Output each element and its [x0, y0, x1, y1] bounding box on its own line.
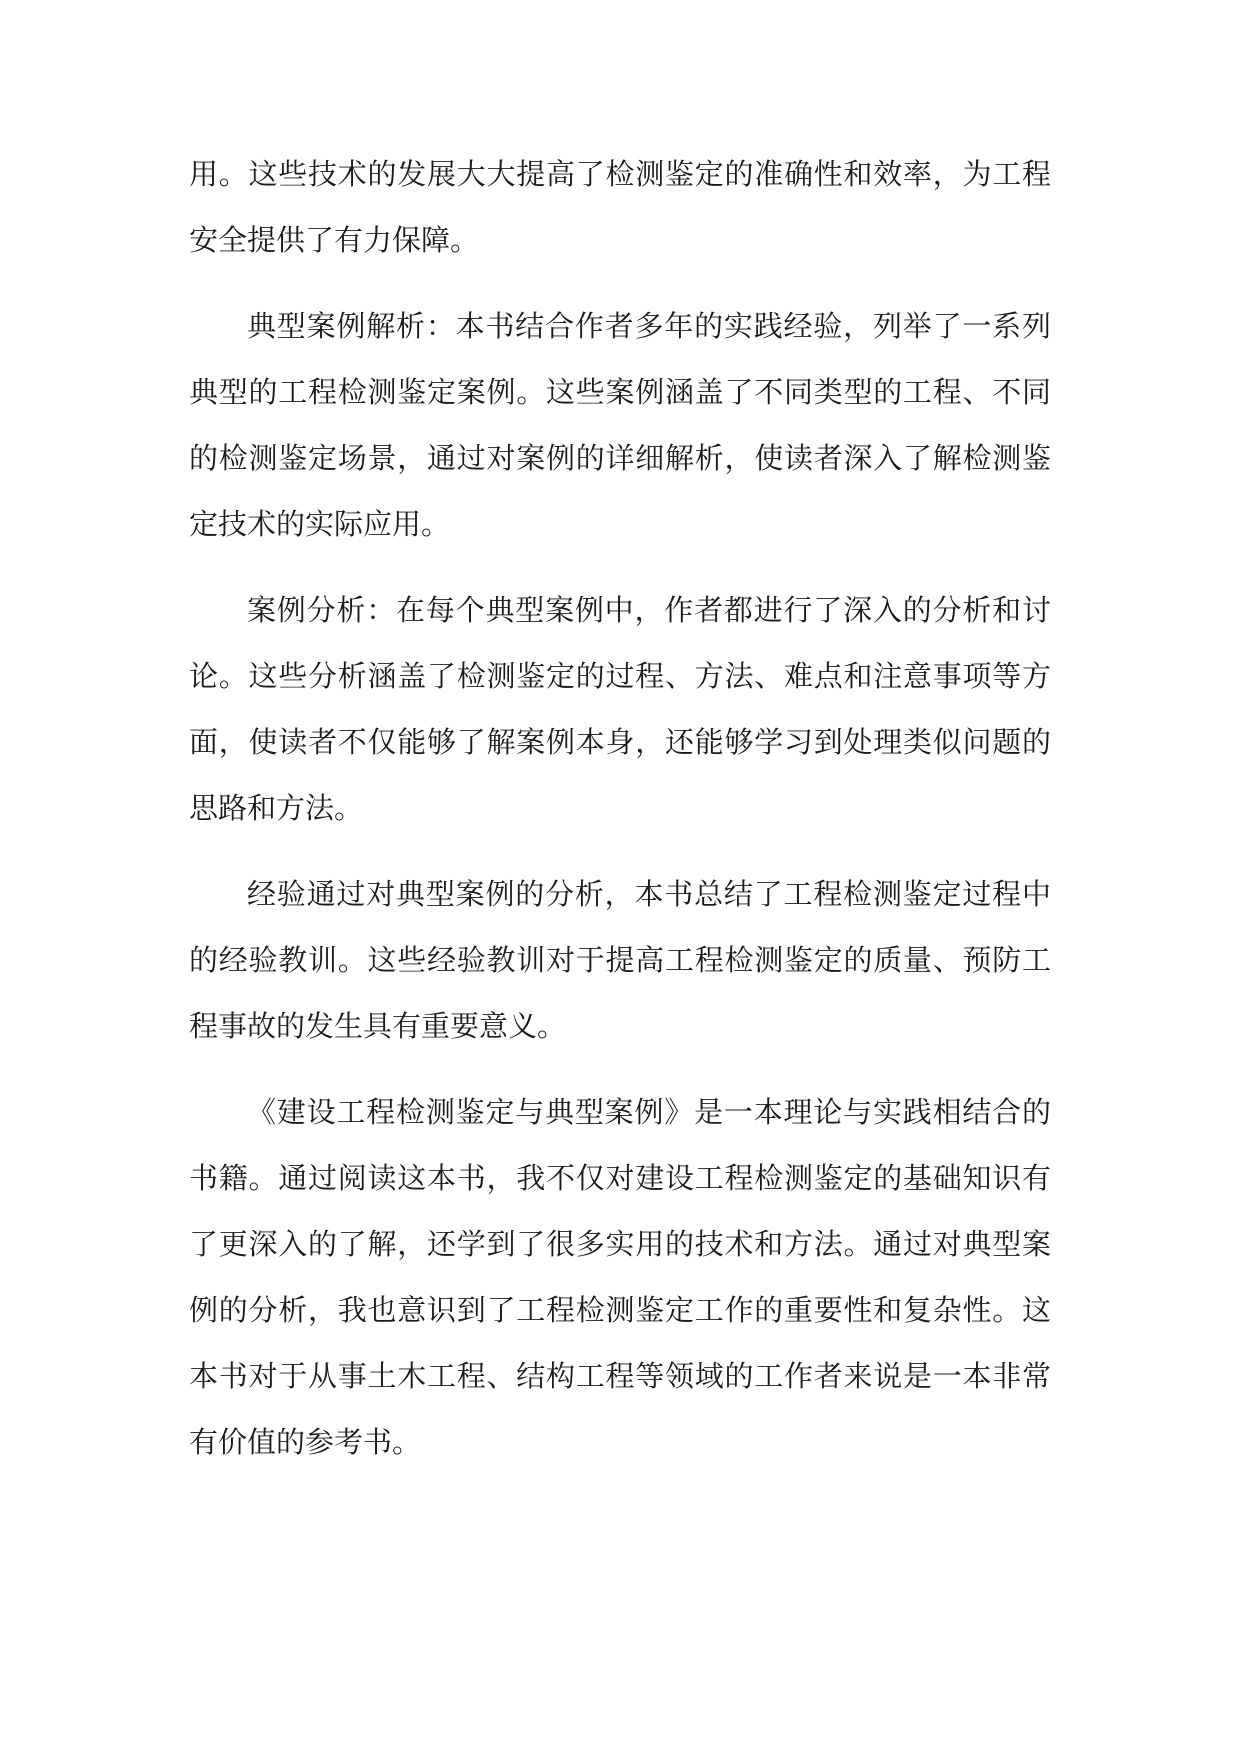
paragraph-2: 典型案例解析：本书结合作者多年的实践经验，列举了一系列典型的工程检测鉴定案例。这些案例涵盖了不同类型的工程、不同的检测鉴定场景，通过对案例的详细解析，使读者深入了解检测鉴定技术的实际应用。 [189, 309, 1051, 541]
paragraph-4: 经验通过对典型案例的分析，本书总结了工程检测鉴定过程中的经验教训。这些经验教训对于提高工程检测鉴定的质量、预防工程事故的发生具有重要意义。 [189, 877, 1051, 1043]
paragraph-3: 案例分析：在每个典型案例中，作者都进行了深入的分析和讨论。这些分析涵盖了检测鉴定的过程、方法、难点和注意事项等方面，使读者不仅能够了解案例本身，还能够学习到处理类似问题的思路和方法。 [189, 593, 1051, 825]
paragraph-1: 用。这些技术的发展大大提高了检测鉴定的准确性和效率，为工程安全提供了有力保障。 [189, 157, 1051, 257]
document-body [189, 141, 1051, 1495]
paragraph-5: 《建设工程检测鉴定与典型案例》是一本理论与实践相结合的书籍。通过阅读这本书，我不仅对建设工程检测鉴定的基础知识有了更深入的了解，还学到了很多实用的技术和方法。通过对典型案例的分析，我也意识到了工程检测鉴定工作的重要性和复杂性。这本书对于从事土木工程、结构工程等领域的工作者来说是一本非常有价值的参考书。 [189, 1095, 1051, 1459]
